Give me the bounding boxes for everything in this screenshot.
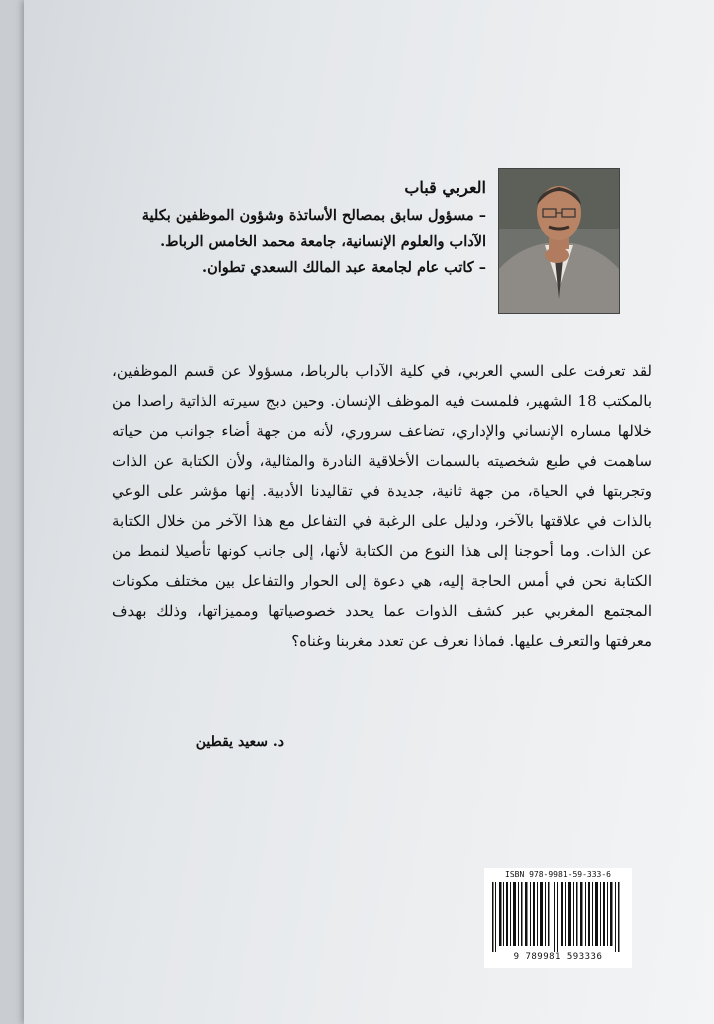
author-role-line: – مسؤول سابق بمصالح الأساتذة وشؤون الموظفين بكلية (141, 207, 486, 224)
author-role-line: – كاتب عام لجامعة عبد المالك السعدي تطوان. (202, 259, 486, 276)
author-portrait-image (499, 169, 619, 313)
author-name: العربي قباب (404, 178, 486, 197)
author-photo (498, 168, 620, 314)
barcode-digits: 9 789981 593336 (513, 952, 603, 962)
isbn-label: ISBN 978-9981-59-333-6 (505, 870, 611, 879)
blurb-paragraph: لقد تعرفت على السي العربي، في كلية الآداب بالرباط، مسؤولا عن قسم الموظفين، بالمكتب 18 الشهير، فلمست فيه الموظف الإنسان. وحين دبج سيرته الذاتية راصدا من خلالها مساره الإنساني والإداري، تضاعف سروري، لأنه من جهة أضاء جوانب من حياته ساهمت في طبع شخصيته بالسمات الأخلاقية النادرة والمثالية، ولأن الكتابة عن الذات وتجربتها في الحياة، من جهة ثانية، جديدة في تقاليدنا الأدبية. إنها مؤشر على الوعي بالذات في علاقتها بالآخر، ودليل على الرغبة في التفاعل مع هذا الآخر من خلال الكتابة عن الذات. وما أحوجنا إلى هذا النوع من الكتابة لأنها، إلى جانب كونها تأصيلا لنمط من الكتابة نحن في أمس الحاجة إليه، هي دعوة إلى الحوار والتفاعل بين مختلف مكونات المجتمع المغربي عبر كشف الذوات عما يحدد خصوصياتها ومميزاتها، وذلك بهدف معرفتها والتعرف عليها. فماذا نعرف عن تعدد مغربنا وغناه؟ (112, 362, 652, 650)
blurb-text (112, 356, 652, 656)
blurb-signature: د. سعيد يقطين (195, 734, 284, 750)
barcode-bars-icon (490, 882, 626, 952)
author-bio (94, 178, 486, 281)
back-cover (24, 0, 714, 1024)
barcode (484, 868, 632, 968)
author-role-line: الآداب والعلوم الإنسانية، جامعة محمد الخامس الرباط. (160, 233, 486, 250)
